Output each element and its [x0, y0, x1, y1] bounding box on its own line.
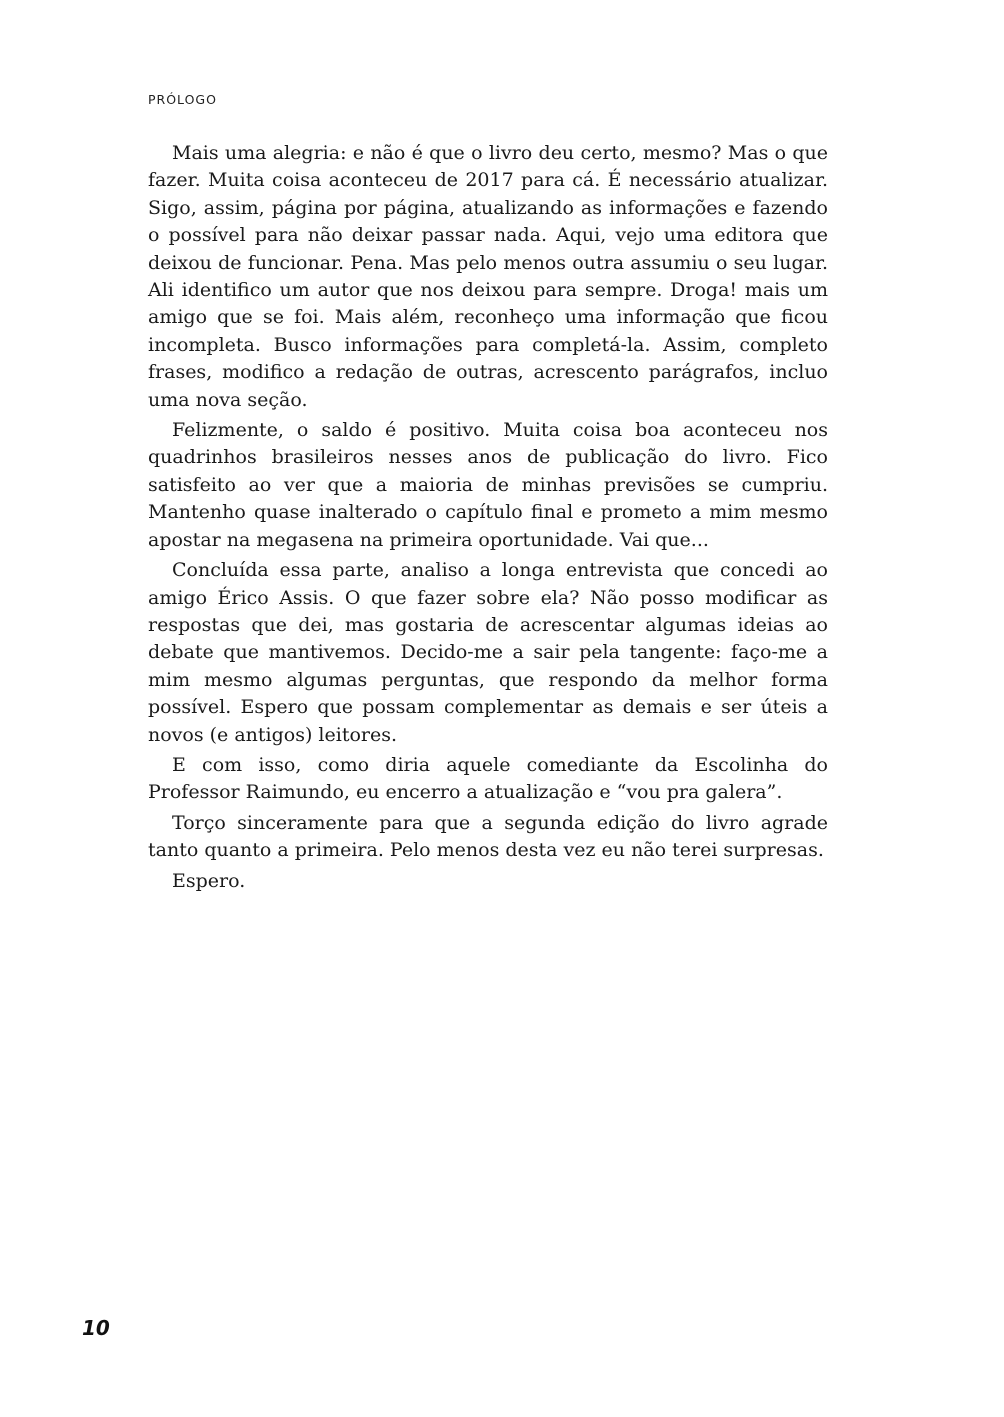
running-head: PRÓLOGO — [148, 92, 217, 107]
body-text — [148, 140, 828, 898]
paragraph: Mais uma alegria: e não é que o livro deu certo, mesmo? Mas o que fazer. Muita coisa aconteceu de 2017 para cá. É necessário atualizar. Sigo, assim, página por página, atualizando as informações e fazendo o possível para não deixar passar nada. Aqui, vejo uma editora que deixou de funcionar. Pena. Mas pelo menos outra assumiu o seu lugar. Ali identifico um autor que nos deixou para sempre. Droga! mais um amigo que se foi. Mais além, reconheço uma informação que ficou incompleta. Busco informações para completá-la. Assim, completo frases, modifico a redação de outras, acrescento parágrafos, incluo uma nova seção. — [148, 142, 828, 411]
paragraph: Concluída essa parte, analiso a longa entrevista que concedi ao amigo Érico Assis. O que fazer sobre ela? Não posso modificar as respostas que dei, mas gostaria de acrescentar algumas ideias ao debate que mantivemos. Decido-me a sair pela tangente: faço-me a mim mesmo algumas perguntas, que respondo da melhor forma possível. Espero que possam complementar as demais e ser úteis a novos (e antigos) leitores. — [148, 559, 828, 746]
page-number: 10 — [82, 1316, 110, 1340]
paragraph: Torço sinceramente para que a segunda edição do livro agrade tanto quanto a primeira. Pelo menos desta vez eu não terei surpresas. — [148, 811, 828, 862]
paragraph: Felizmente, o saldo é positivo. Muita coisa boa aconteceu nos quadrinhos brasileiros nesses anos de publicação do livro. Fico satisfeito ao ver que a maioria de minhas previsões se cumpriu. Mantenho quase inalterado o capítulo final e prometo a mim mesmo apostar na megasena na primeira oportunidade. Vai que... — [148, 419, 828, 551]
paragraph: Espero. — [172, 869, 246, 892]
paragraph: E com isso, como diria aquele comediante da Escolinha do Professor Raimundo, eu encerro a atualização e “vou pra galera”. — [148, 753, 828, 804]
